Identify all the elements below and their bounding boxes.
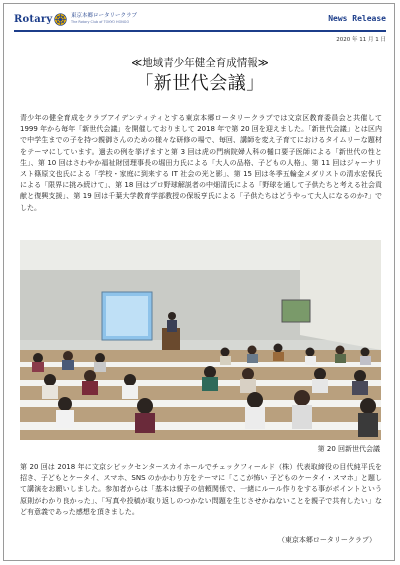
rotary-wheel-icon: [54, 13, 67, 26]
article-subtitle: ≪地域青少年健全育成情報≫: [131, 57, 269, 69]
club-name-english: The Rotary Club of TOKYO HONGO: [71, 20, 130, 24]
header-rule: [14, 30, 386, 32]
event-photo: [20, 240, 381, 440]
news-release-label: News Release: [328, 14, 386, 23]
rotary-logo-text: Rotary: [14, 14, 53, 25]
release-date: 2020 年 11 月 1 日: [336, 37, 386, 43]
photo-caption: 第 20 回新世代会議: [317, 445, 380, 453]
club-name: 東京本郷ロータリークラブ: [71, 13, 138, 19]
article-title: 「新世代会議」: [135, 73, 265, 94]
article-paragraph-1: 青少年の健全育成をクラブアイデンティティとする東京本郷ロータリークラブでは文京区教育委員会と共催して 1999 年から毎年「新世代会議」を開催しておりまして 2018 年で第 20 回を迎えました。「新世代会議」とは区内で中学生までの子を持つ親御さんのための様々な研修の場で、毎回、講師を変え子育てにおけるタイムリーな題材をテーマにしています。過去の例を挙げますと第 3 回は虎の門病院婦人科の樋口要子医師による「新世代の性と生」、第 10 回はさわやか福祉財団理事長の堀田力氏による「大人の品格、子どもの人格」、第 11 回はジャーナリスト篠原文也氏による「学校・家庭に到来する IT 社会の光と影」、第 15 回は冬季五輪金メダリストの清水宏保氏による「限界に挑み続けて」、第 18 回はプロ野球解説者の中畑清氏による「野球を通して子供たちと考える社会貢献と復興支援」、第 19 回は千葉大学教育学部教授の保坂亨氏による「子供たちはどうやって大人になるのか?」でした。: [20, 114, 382, 212]
event-photo-illustration: [20, 240, 381, 440]
letterhead: [14, 11, 386, 29]
article-paragraph-2: 第 20 回は 2018 年に文京シビックセンタースカイホールでチェックフィールド（株）代表取締役の目代純平氏を招き、子どもとケータイ、スマホ、SNS のかかわり方をテーマに「ここが怖い 子どものケータイ・スマホ」と題して講演をお願いしました。参加者からは「基本は親子の信頼関係で、一緒にルール作りをする事がポイントという原則がわかり良かった」、「写真や投稿が取り返しのつかない問題を生じさせかねないことを親子で共有したい」など有意義であった感想を頂きました。: [20, 463, 382, 516]
article-signature: （東京本郷ロータリークラブ）: [277, 536, 376, 544]
